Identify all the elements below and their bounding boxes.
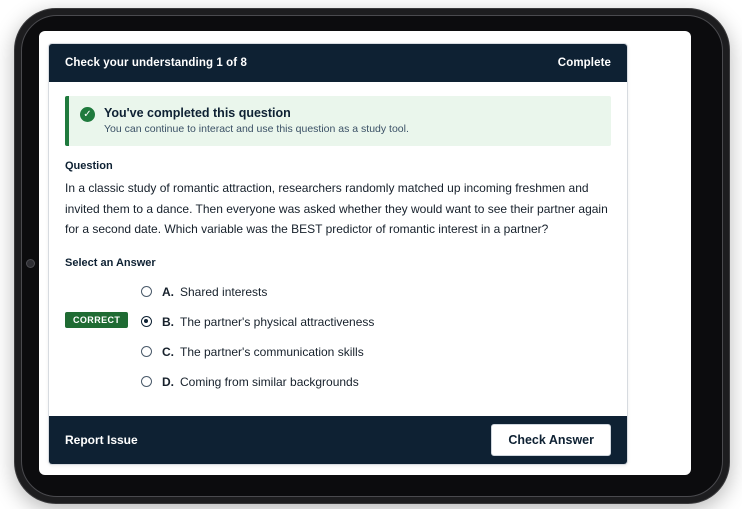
- completion-banner: [65, 96, 611, 146]
- answer-option-d[interactable]: [65, 367, 611, 397]
- radio-button-c[interactable]: [141, 346, 152, 357]
- radio-button-a[interactable]: [141, 286, 152, 297]
- option-text-a: Shared interests: [180, 284, 268, 299]
- option-text-c: The partner's communication skills: [180, 344, 364, 359]
- answer-options: [65, 277, 611, 397]
- page-title: Check your understanding 1 of 8: [65, 57, 248, 69]
- app-body: [49, 82, 627, 416]
- answer-option-b[interactable]: [65, 307, 611, 337]
- banner-text: [104, 106, 409, 135]
- check-answer-button[interactable]: Check Answer: [491, 424, 611, 456]
- camera-icon: [26, 259, 35, 268]
- answer-option-a[interactable]: [65, 277, 611, 307]
- option-letter-c: C.: [162, 344, 174, 359]
- option-letter-b: B.: [162, 314, 174, 329]
- radio-button-d[interactable]: [141, 376, 152, 387]
- status-badge: Complete: [557, 57, 611, 69]
- question-card: [48, 43, 628, 465]
- banner-subtitle: You can continue to interact and use this question as a study tool.: [104, 123, 409, 135]
- tablet-screen: [39, 31, 691, 475]
- report-issue-link[interactable]: Report Issue: [65, 433, 138, 447]
- tablet-device: [14, 8, 730, 504]
- option-text-b: The partner's physical attractiveness: [180, 314, 375, 329]
- banner-title: You've completed this question: [104, 106, 291, 120]
- option-letter-d: D.: [162, 374, 174, 389]
- app-header: [49, 44, 627, 82]
- question-label: Question: [65, 160, 113, 172]
- option-text-d: Coming from similar backgrounds: [180, 374, 359, 389]
- correct-badge: CORRECT: [65, 312, 128, 328]
- question-text: In a classic study of romantic attraction, researchers randomly matched up incoming freshmen and invited them to a dance. Then everyone was asked whether they would want to see their partner again for a second date. Which variable was the BEST predictor of romantic interest in a partner?: [65, 181, 608, 237]
- check-circle-icon: ✓: [80, 107, 95, 122]
- answers-label: Select an Answer: [65, 256, 156, 269]
- radio-button-b[interactable]: [141, 316, 152, 327]
- app-footer: [49, 416, 627, 464]
- option-letter-a: A.: [162, 284, 174, 299]
- answer-option-c[interactable]: [65, 337, 611, 367]
